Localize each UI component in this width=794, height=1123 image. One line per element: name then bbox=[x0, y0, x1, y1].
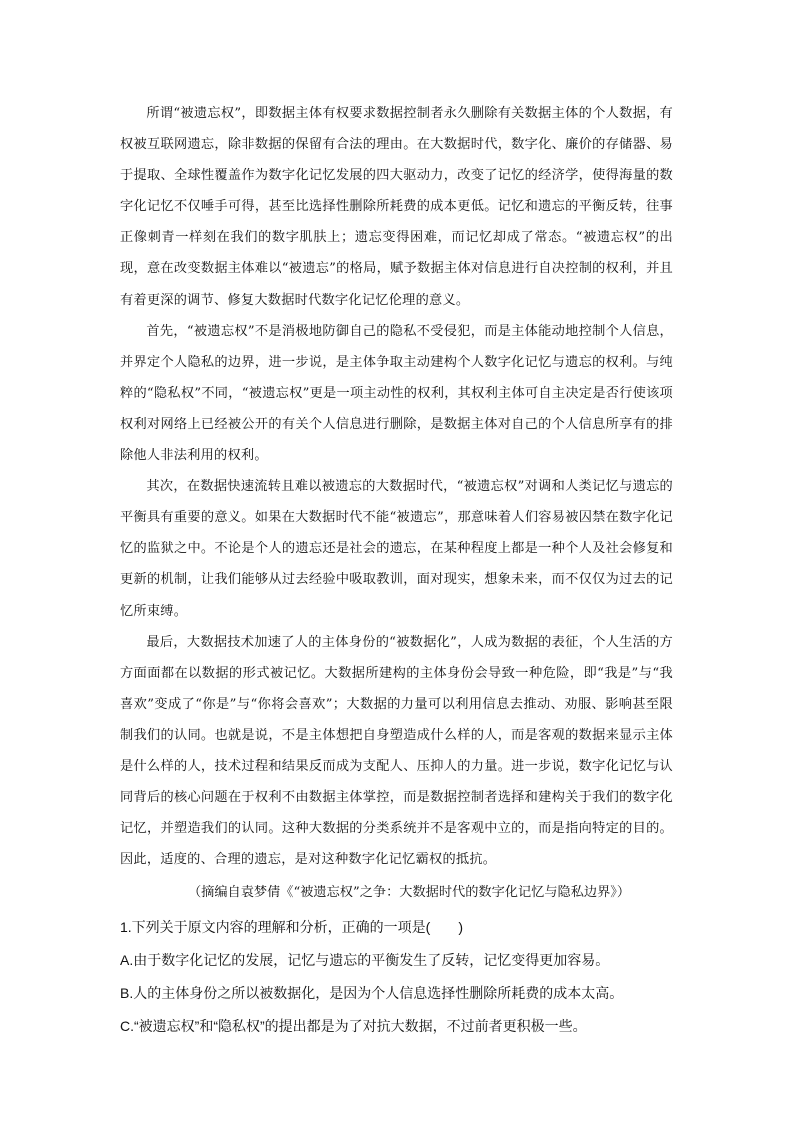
option-c: C.“被遗忘权”和“隐私权”的提出都是为了对抗大数据，不过前者更积极一些。 bbox=[120, 1018, 587, 1034]
option-a: A.由于数字化记忆的发展，记忆与遗忘的平衡发生了反转，记忆变得更加容易。 bbox=[120, 952, 610, 968]
passage-paragraph-4: 最后，大数据技术加速了人的主体身份的“被数据化”，人成为数据的表征，个人生活的方方面面都在以数据的形式被记忆。大数据所建构的主体身份会导致一种危险，即“我是”与“我喜欢”变成了“你是”与“你将会喜欢”；大数据的力量可以利用信息去推动、劝服、影响甚至限制我们的认同。也就是说，不是主体想把自身塑造成什么样的人，而是客观的数据来显示主体是什么样的人，技术过程和结果反而成为支配人、压抑人的力量。进一步说，数字化记忆与认同背后的核心问题在于权利不由数据主体掌控，而是数据控制者选择和建构关于我们的数字化记忆，并塑造我们的认同。这种大数据的分类系统并不是客观中立的，而是指向特定的目的。因此，适度的、合理的遗忘，是对这种数字化记忆霸权的抵抗。 bbox=[120, 634, 673, 868]
passage-paragraph-2: 首先，“被遗忘权”不是消极地防御自己的隐私不受侵犯，而是主体能动地控制个人信息，并界定个人隐私的边界，进一步说，是主体争取主动建构个人数字化记忆与遗忘的权利。与纯粹的“隐私权”不同，“被遗忘权”更是一项主动性的权利，其权利主体可自主决定是否行使该项权利对网络上已经被公开的有关个人信息进行删除，是数据主体对自己的个人信息所享有的排除他人非法利用的权利。 bbox=[120, 323, 673, 464]
question-block bbox=[120, 910, 680, 1043]
passage-paragraph-3: 其次，在数据快速流转且难以被遗忘的大数据时代，“被遗忘权”对调和人类记忆与遗忘的平衡具有重要的意义。如果在大数据时代不能“被遗忘”，那意味着人们容易被囚禁在数字化记忆的监狱之中。不论是个人的遗忘还是社会的遗忘，在某种程度上都是一种个人及社会修复和更新的机制，让我们能够从过去经验中吸取教训，面对现实，想象未来，而不仅仅为过去的记忆所束缚。 bbox=[120, 479, 673, 619]
option-b: B.人的主体身份之所以被数据化，是因为个人信息选择性删除所耗费的成本太高。 bbox=[120, 985, 624, 1001]
passage-paragraph-1: 所谓“被遗忘权”，即数据主体有权要求数据控制者永久删除有关数据主体的个人数据，有权被互联网遗忘，除非数据的保留有合法的理由。在大数据时代，数字化、廉价的存储器、易于提取、全球性覆盖作为数字化记忆发展的四大驱动力，改变了记忆的经济学，使得海量的数字化记忆不仅唾手可得，甚至比选择性删除所耗费的成本更低。记忆和遗忘的平衡反转，往事正像刺青一样刻在我们的数字肌肤上；遗忘变得困难，而记忆却成了常态。“被遗忘权”的出现，意在改变数据主体难以“被遗忘”的格局，赋予数据主体对信息进行自决控制的权利，并且有着更深的调节、修复大数据时代数字化记忆伦理的意义。 bbox=[120, 106, 673, 308]
reading-passage bbox=[120, 98, 673, 875]
question-stem: 1.下列关于原文内容的理解和分析，正确的一项是( ) bbox=[120, 919, 463, 935]
source-citation: （摘编自袁梦倩《“被遗忘权”之争：大数据时代的数字化记忆与隐私边界》） bbox=[188, 885, 631, 900]
